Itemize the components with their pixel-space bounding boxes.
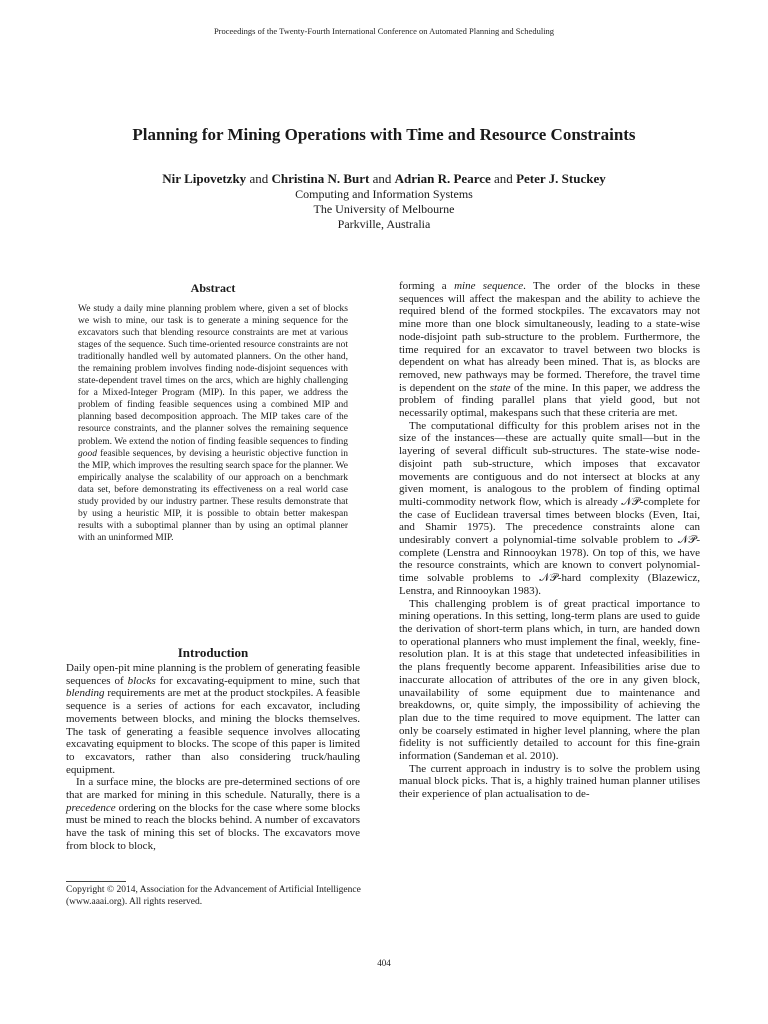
- affiliation-department: Computing and Information Systems: [295, 187, 473, 201]
- abstract-text-2: feasible sequences, by devising a heuristic objective function in the MIP, which improves the resulting search space for the planner. We empirically analyse the scalability of our approach on a benchmark data set, before demonstrating its effectiveness on a real world case study provided by our industry partner. These results demonstrate that by using a heuristic MIP, it is possible to obtain better makespan results with a suboptimal planner than by using an optimal planner with an uninformed MIP.: [78, 448, 348, 543]
- intro-text: for excavating-equipment to mine, such that: [159, 674, 360, 687]
- author-separator: and: [372, 171, 392, 186]
- affiliation-university: The University of Melbourne: [313, 202, 455, 216]
- intro-text: requirements are met at the product stockpiles. A feasible sequence is a series of actions for each excavator, including movements between blocks, and mining the blocks themselves. The task of generating a feasible sequence involves allocating excavating equipment to blocks. The scope of this paper is limited to excavators, rather than also considering truck/hauling equipment.: [66, 687, 360, 776]
- page-number: 404: [377, 958, 391, 968]
- term-blocks: blocks: [127, 674, 156, 687]
- body-text: . The order of the blocks in these sequences will affect the makespan and the ability to achieve the required blend of the formed stockpiles. The excavators may not mine more than one block simultaneously, leading to a state-wise node-disjoint path sub-structure to the problem. Furthermore, the time required for an excavator to travel between two blocks is dependent on what has already been mined. That is, as blocks are removed, new pathways may be formed. Therefore, the travel time is dependent on the: [399, 280, 701, 394]
- intro-paragraph-2: [66, 776, 360, 852]
- author-2: Christina N. Burt: [271, 171, 370, 186]
- abstract-body: [78, 303, 348, 544]
- abstract-heading: Abstract: [190, 281, 236, 295]
- term-blending: blending: [66, 687, 105, 700]
- author-list: [0, 171, 768, 187]
- body-text: forming a: [399, 280, 447, 292]
- abstract-emphasis-good: good: [78, 448, 97, 459]
- term-mine-sequence: mine sequence: [454, 280, 524, 292]
- author-separator: and: [494, 171, 513, 186]
- term-precedence: precedence: [66, 801, 116, 814]
- right-paragraph-1: [399, 280, 700, 420]
- affiliation-location: Parkville, Australia: [337, 217, 431, 231]
- right-paragraph-3: This challenging problem is of great practical importance to mining operations. In this setting, long-term plans are used to guide the derivation of short-term plans which, in turn, are handed down to operational planners who must implement the final, weekly, fine-resolution plan. It is at this stage that undetected infeasibilities in the plans frequently become apparent. Infeasibilities arise due to inaccurate allocation of attributes of the ore in any given block, unavailability of some equipment due to maintenance and breakdowns, or, quite simply, the impossibility of achieving the plan due to the time required to move equipment. The latter can only be coarsely estimated in higher level planning, where the plan fidelity is not sufficiently detailed to account for this fine-grain information (Sandeman et al. 2010).: [399, 597, 700, 763]
- affiliation: [0, 187, 768, 232]
- proceedings-header: Proceedings of the Twenty-Fourth International Conference on Automated Planning and Scheduling: [213, 26, 555, 36]
- introduction-heading: Introduction: [177, 645, 249, 660]
- author-3: Adrian R. Pearce: [394, 171, 491, 186]
- intro-text: Daily open-pit mine planning is the problem of generating feasible sequences of: [66, 662, 360, 687]
- right-paragraph-4: The current approach in industry is to solve the problem using manual block picks. That is, a highly trained human planner utilises their experience of plan actualisation to de-: [399, 762, 700, 801]
- author-1: Nir Lipovetzky: [162, 171, 247, 186]
- author-separator: and: [249, 171, 269, 186]
- abstract-text-1: We study a daily mine planning problem where, given a set of blocks we wish to mine, our task is to generate a mining sequence for the excavators such that blending resource constraints are met at various stages of the sequence. Such time-oriented resource constraints are not traditionally handled well by automated planners. On the other hand, the remaining problem involves finding node-disjoint sequences with state-dependent travel times on the arcs, which are highly challenging for a Mixed-Integer Program (MIP). In this paper, we address the problem of finding feasible sequences using a combined MIP and planning based decomposition approach. The MIP takes care of the resource constraints, and the planner solves the remaining sequence problem. We extend the notion of finding feasible sequences to finding: [78, 304, 348, 447]
- intro-text: ordering on the blocks for the case where some blocks must be mined to reach the blocks behind. A number of excavators have the task of mining this set of blocks. The excavators move from block to block,: [66, 801, 360, 852]
- footnote-rule: [66, 881, 126, 882]
- body-text: of the mine. In this paper, we address the problem of finding parallel plans that yield good, but not necessarily optimal, makespans such that these criteria are met.: [399, 381, 700, 420]
- intro-text: In a surface mine, the blocks are pre-determined sections of ore that are marked for mining in this schedule. Naturally, there is a: [66, 776, 360, 802]
- introduction-body: [66, 662, 360, 853]
- copyright-footnote: Copyright © 2014, Association for the Advancement of Artificial Intelligence (www.aaai.org). All rights reserved.: [66, 885, 361, 907]
- paper-title: Planning for Mining Operations with Time and Resource Constraints: [132, 125, 636, 144]
- right-column-body: [399, 280, 700, 801]
- term-state: state: [489, 381, 511, 394]
- right-paragraph-2: The computational difficulty for this problem arises not in the size of the instances—these are actually quite small—but in the layering of several difficult sub-structures. The state-wise node-disjoint path sub-structure, which imposes that excavator movements are contiguous and do not intersect at blocks at any given moment, is analogous to the problem of finding optimal multi-commodity network flow, which is already 𝒩𝒫-complete for the case of Euclidean traversal times between blocks (Even, Itai, and Shamir 1975). The precedence constraints alone can undesirably convert a polynomial-time solvable problem to 𝒩𝒫-complete (Lenstra and Rinnooykan 1978). On top of this, we have the resource constraints, which are known to convert polynomial-time solvable problems to 𝒩𝒫-hard complexity (Blazewicz, Lenstra, and Rinnooykan 1983).: [399, 419, 700, 597]
- intro-paragraph-1: [66, 662, 360, 776]
- author-4: Peter J. Stuckey: [516, 171, 606, 186]
